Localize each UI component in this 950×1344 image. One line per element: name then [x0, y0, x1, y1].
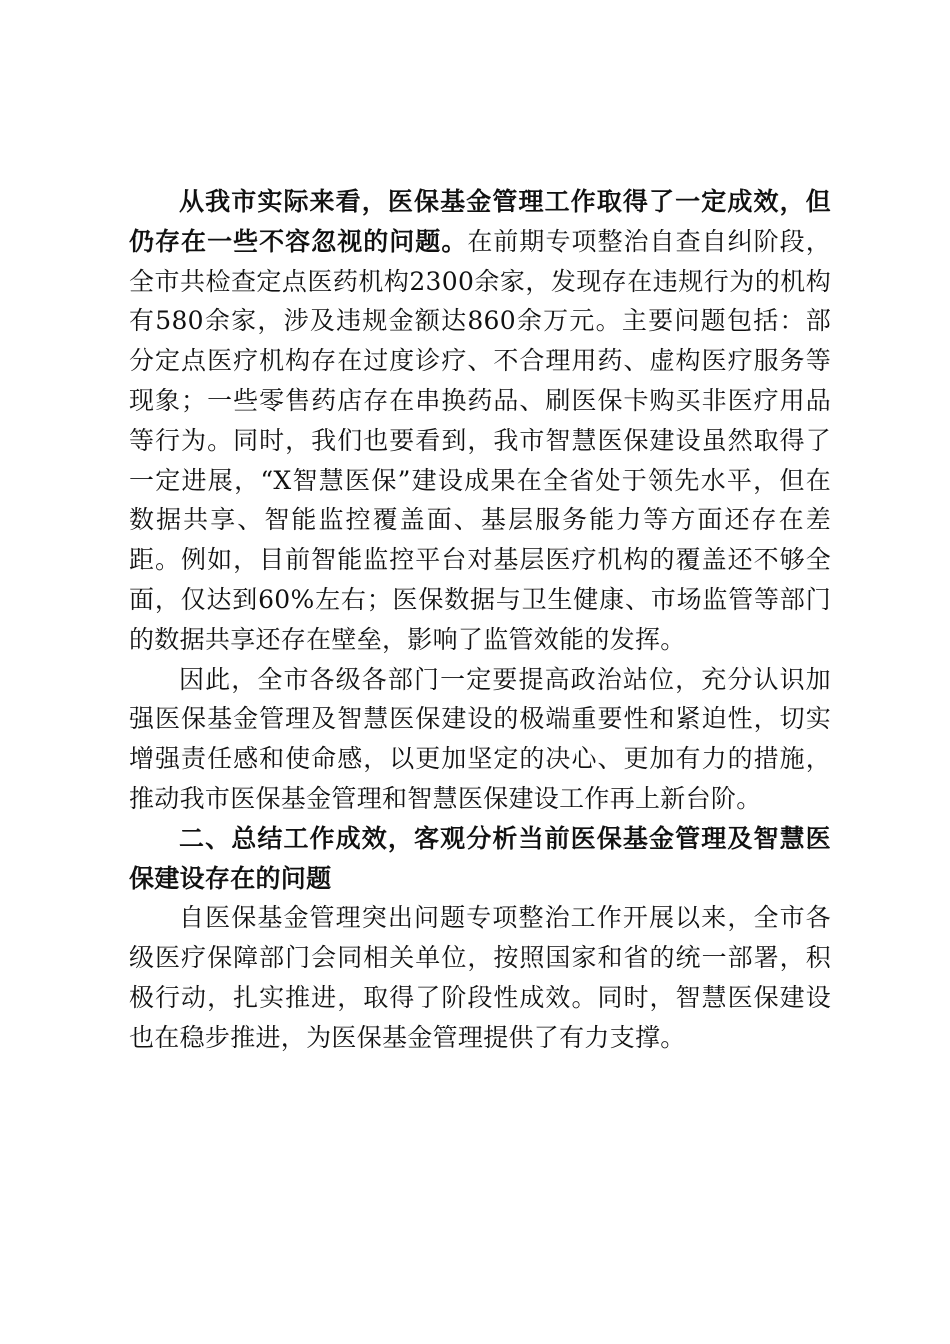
paragraph-body-text: 在前期专项整治自查自纠阶段，全市共检查定点医药机构2300余家，发现存在违规行为的机构有580余家，涉及违规金额达860余万元。主要问题包括：部分定点医疗机构存在过度诊疗、不合理用药、虚构医疗服务等现象；一些零售药店存在串换药品、刷医保卡购买非医疗用品等行为。同时，我们也要看到，我市智慧医保建设虽然取得了一定进展，“X智慧医保”建设成果在全省处于领先水平，但在数据共享、智能监控覆盖面、基层服务能力等方面还存在差距。例如，目前智能监控平台对基层医疗机构的覆盖还不够全面，仅达到60%左右；医保数据与卫生健康、市场监管等部门的数据共享还存在壁垒，影响了监管效能的发挥。 [129, 226, 832, 654]
document-body [129, 182, 831, 1058]
paragraph-lead-sentence: 从我市实际来看，医保基金管理工作取得了一定成效，但仍存在一些不容忽视的问题。 [129, 187, 831, 256]
section-heading-2: 二、总结工作成效，客观分析当前医保基金管理及智慧医保建设存在的问题 [129, 823, 831, 893]
paragraph-call-to-action: 因此，全市各级各部门一定要提高政治站位，充分认识加强医保基金管理及智慧医保建设的极端重要性和紧迫性，切实增强责任感和使命感，以更加坚定的决心、更加有力的措施，推动我市医保基金管理和智慧医保建设工作再上新台阶。 [129, 664, 831, 813]
paragraph-current-issues [129, 182, 831, 660]
paragraph-section-2-intro: 自医保基金管理突出问题专项整治工作开展以来，全市各级医疗保障部门会同相关单位，按照国家和省的统一部署，积极行动，扎实推进，取得了阶段性成效。同时，智慧医保建设也在稳步推进，为医保基金管理提供了有力支撑。 [129, 903, 831, 1052]
